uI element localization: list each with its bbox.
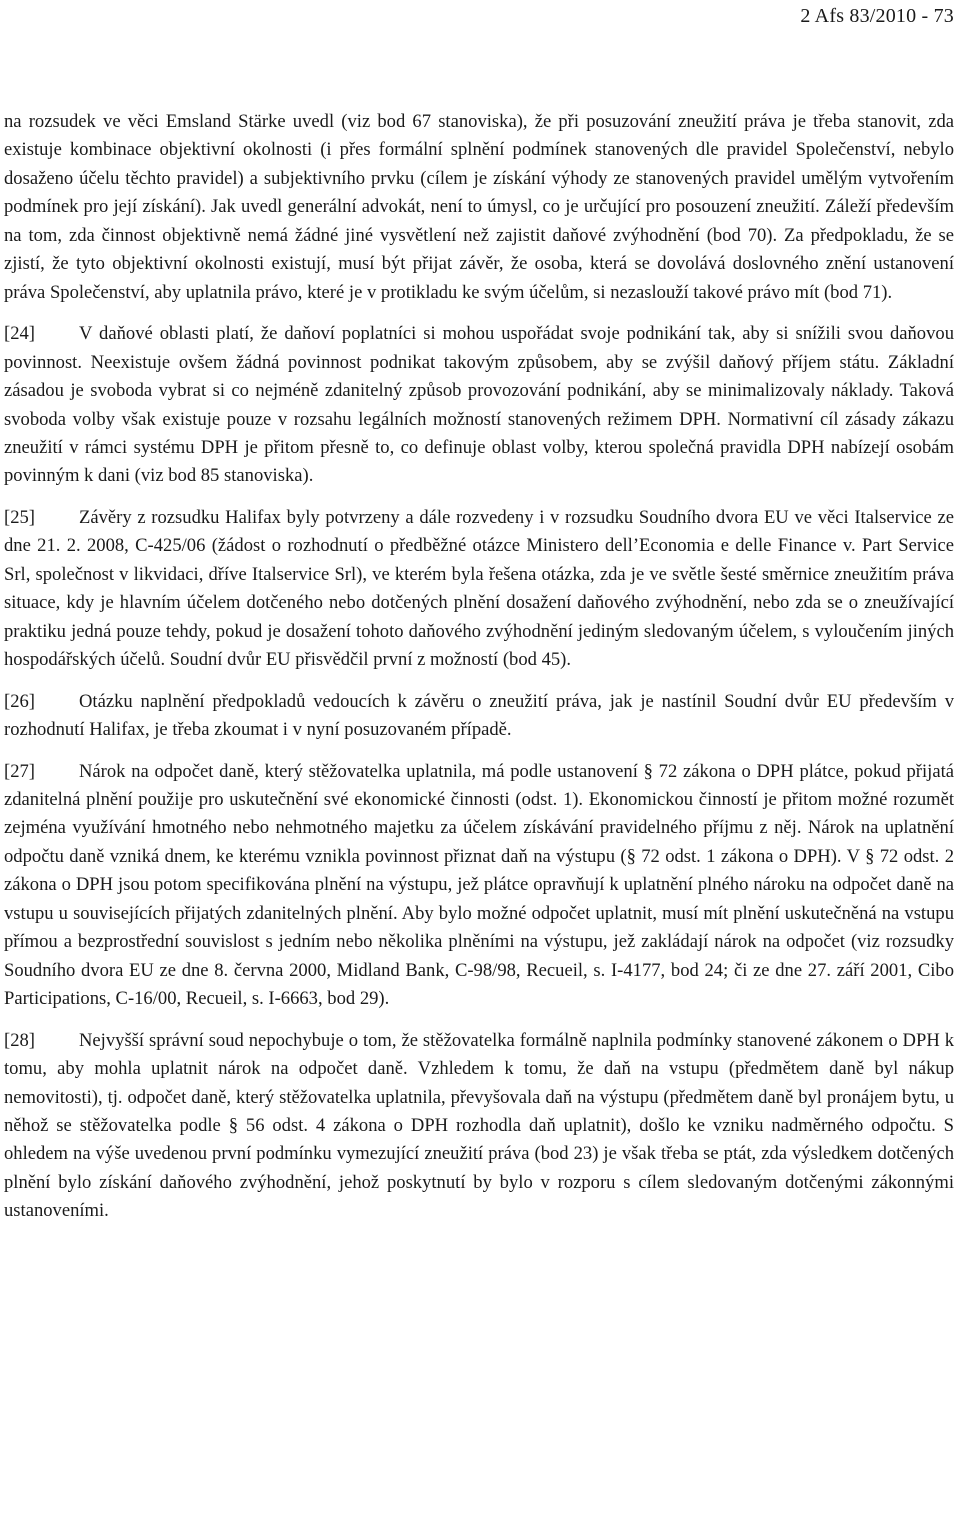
page-header-reference: 2 Afs 83/2010 - 73 <box>800 5 954 27</box>
paragraph-text: Nárok na odpočet daně, který stěžovatelka uplatnila, má podle ustanovení § 72 zákona o DPH plátce, pokud přijatá zdanitelná plnění použije pro uskutečnění své ekonomické činnosti (odst. 1). Ekonomickou činností je přitom možné rozumět zejména využívání hmotného nebo nehmotného majetku za účelem získávání pravidelného příjmu z něj. Nárok na uplatnění odpočtu daně vzniká dnem, ke kterému vznikla povinnost přiznat daň na výstupu (§ 72 odst. 1 zákona o DPH). V § 72 odst. 2 zákona o DPH jsou potom specifikována plnění na výstupu, jež plátce opravňují k uplatnění plného nároku na odpočet daně na vstupu u souvisejících přijatých zdanitelných plnění. Aby bylo možné odpočet uplatnit, musí mít plnění uskutečněná na vstupu přímou a bezprostřední souvislost s jedním nebo několika plněními na výstupu, jež zakládají nárok na odpočet (viz rozsudky Soudního dvora EU ze dne 8. června 2000, Midland Bank, C-98/98, Recueil, s. I-4177, bod 24; či ze dne 27. září 2001, Cibo Participations, C-16/00, Recueil, s. I-6663, bod 29). <box>4 760 954 1010</box>
paragraph-26 <box>4 688 954 745</box>
document-body <box>4 108 954 1239</box>
paragraph-27 <box>4 758 954 1014</box>
paragraph-number: [26] <box>4 690 35 712</box>
paragraph-number: [27] <box>4 760 35 782</box>
paragraph-text: Závěry z rozsudku Halifax byly potvrzeny a dále rozvedeny i v rozsudku Soudního dvora EU ve věci Italservice ze dne 21. 2. 2008, C-425/06 (žádost o rozhodnutí o předběžné otázce Ministero dell’Economia e delle Finance v. Part Service Srl, společnost v likvidaci, dříve Italservice Srl), ve kterém byla řešena otázka, zda je ve světle šesté směrnice zneužitím práva situace, kdy je hlavním účelem dotčeného nebo dotčených plnění dosažení daňového zvýhodnění, nebo zda se o zneužívající praktiku jedná pouze tehdy, pokud je dosažení tohoto daňového zvýhodnění jediným sledovaným účelem, s vyloučením jiných hospodářských účelů. Soudní dvůr EU přisvědčil první z možností (bod 45). <box>4 506 954 671</box>
paragraph-text: Otázku naplnění předpokladů vedoucích k závěru o zneužití práva, jak je nastínil Soudní dvůr EU především v rozhodnutí Halifax, je třeba zkoumat i v nyní posuzovaném případě. <box>4 690 954 741</box>
paragraph-number: [28] <box>4 1029 35 1051</box>
paragraph-text: Nejvyšší správní soud nepochybuje o tom, že stěžovatelka formálně naplnila podmínky stanovené zákonem o DPH k tomu, aby mohla uplatnit nárok na odpočet daně. Vzhledem k tomu, že daň na vstupu (předmětem daně byl nákup nemovitosti), tj. odpočet daně, který stěžovatelka uplatnila, převyšovala daň na výstupu (předmětem daně byl pronájem bytu, u něhož se stěžovatelka podle § 56 odst. 4 zákona o DPH rozhodla daň uplatnit), došlo ke vzniku nadměrného odpočtu. S ohledem na výše uvedenou první podmínku vymezující zneužití práva (bod 23) je však třeba se ptát, zda výsledkem dotčených plnění bylo získání daňového zvýhodnění, jehož poskytnutí by bylo v rozporu s cílem sledovaným dotčenými zákonnými ustanoveními. <box>4 1029 954 1222</box>
paragraph-text: na rozsudek ve věci Emsland Stärke uvedl (viz bod 67 stanoviska), že při posuzování zneužití práva je třeba stanovit, zda existuje kombinace objektivní okolnosti (i přes formální splnění podmínek stanovených dle pravidel Společenství, nebylo dosaženo účelu těchto pravidel) a subjektivního prvku (cílem je získání výhody ze stanovených pravidel umělým vytvořením podmínek pro její získání). Jak uvedl generální advokát, není to úmysl, co je určující pro posouzení zneužití. Záleží především na tom, zda činnost objektivně nemá žádné jiné vysvětlení než zajistit daňové zvýhodnění (bod 70). Za předpokladu, že se zjistí, že tyto objektivní okolnosti existují, musí být přijat závěr, že osoba, která se dovolává doslovného znění ustanovení práva Společenství, aby uplatnila právo, které je v protikladu ke svým účelům, si nezaslouží takové právo mít (bod 71). <box>4 111 954 303</box>
paragraph-24 <box>4 320 954 491</box>
paragraph-28 <box>4 1027 954 1226</box>
paragraph-text: V daňové oblasti platí, že daňoví poplatníci si mohou uspořádat svoje podnikání tak, aby si snížili svou daňovou povinnost. Neexistuje ovšem žádná povinnost podnikat takovým způsobem, aby se zvýšil daňový příjem státu. Základní zásadou je svoboda vybrat si co nejméně zdanitelný způsob provozování podnikání, aby se minimalizovaly náklady. Taková svoboda volby však existuje pouze v rozsahu legálních možností stanovených režimem DPH. Normativní cíl zásady zákazu zneužití v rámci systému DPH je přitom přesně to, co definuje oblast volby, kterou společná pravidla DPH nabízejí osobám povinným k dani (viz bod 85 stanoviska). <box>4 323 954 487</box>
paragraph-number: [24] <box>4 323 35 345</box>
paragraph-number: [25] <box>4 506 35 528</box>
paragraph-continuation <box>4 108 954 307</box>
paragraph-25 <box>4 504 954 675</box>
